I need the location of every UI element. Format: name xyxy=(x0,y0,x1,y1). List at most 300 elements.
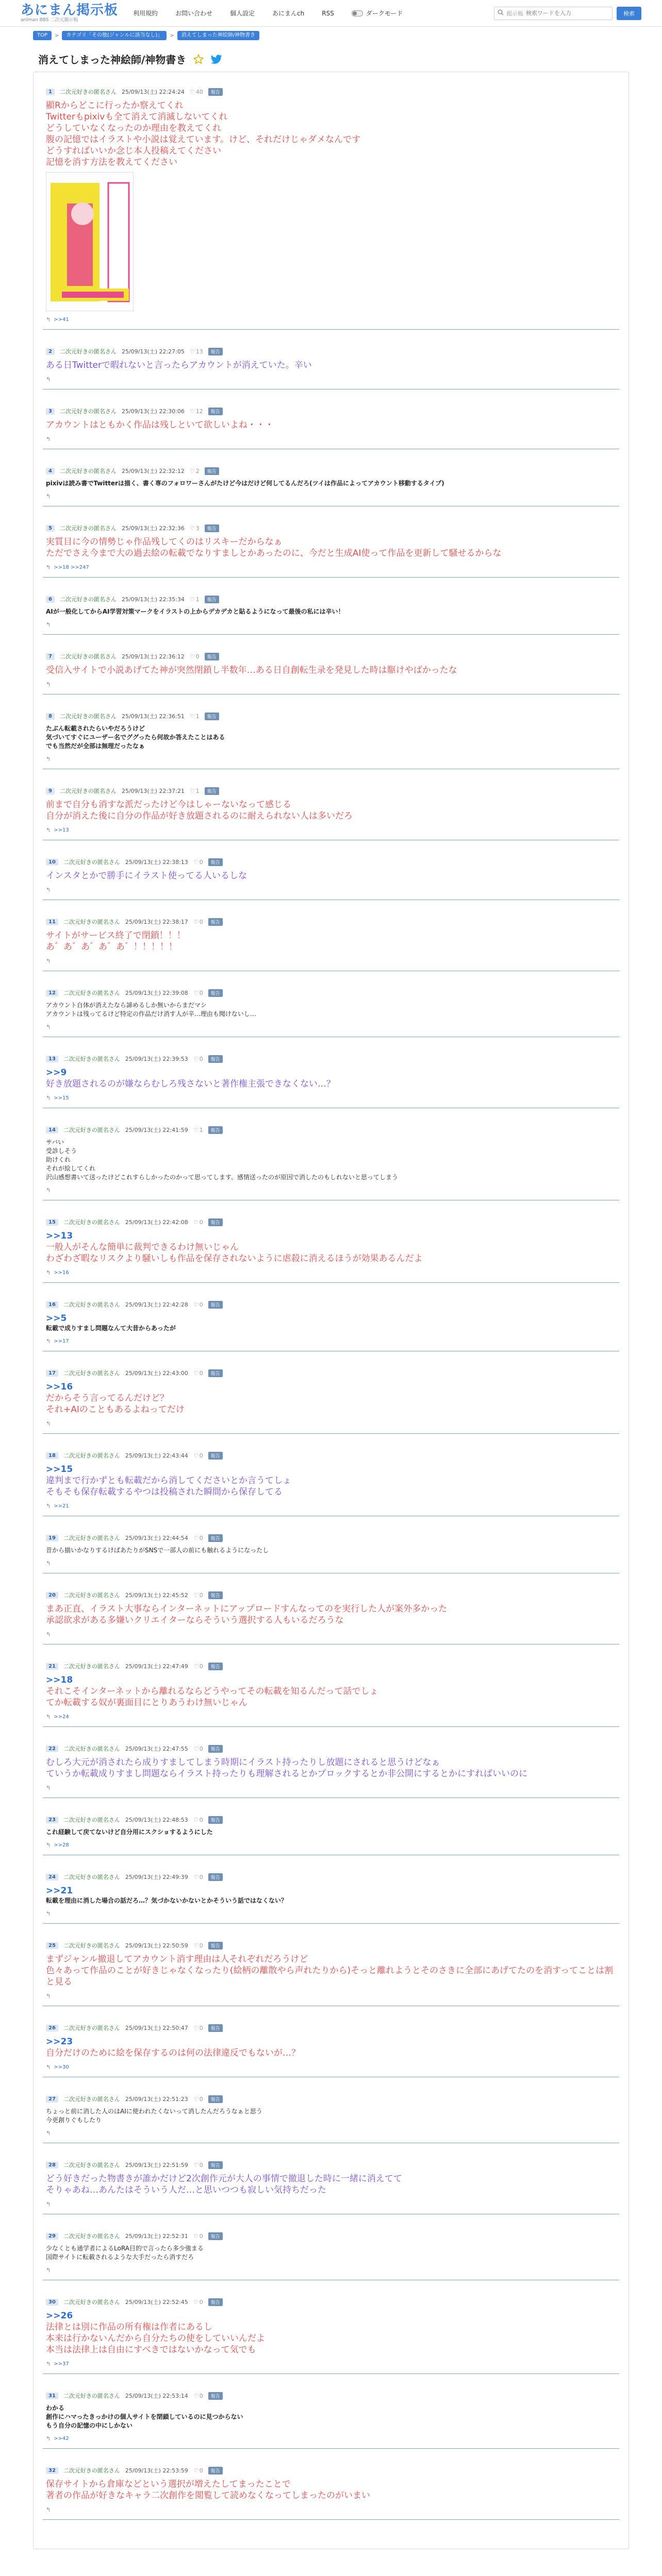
post-date: 25/09/13(土) 22:44:54 xyxy=(125,1535,188,1541)
report-button[interactable]: 報告 xyxy=(208,989,223,997)
reply-icon[interactable]: ↰ xyxy=(46,376,51,383)
poster-name: 二次元好きの匿名さん xyxy=(63,1942,120,1949)
post-header xyxy=(46,1941,616,1950)
dark-mode-label: ダークモード xyxy=(366,10,403,17)
reply-icon[interactable]: ↰ xyxy=(46,1187,51,1194)
post-date: 25/09/13(土) 22:51:23 xyxy=(125,2096,188,2103)
good-count: 0 xyxy=(199,1534,203,1541)
report-button[interactable]: 報告 xyxy=(208,2298,223,2306)
logo-subtitle: animan BBS 二次元掲示板 xyxy=(21,18,78,23)
good-button[interactable] xyxy=(193,2467,203,2474)
reply-icon[interactable]: ↰ xyxy=(46,2435,51,2442)
reply-icon[interactable]: ↰ xyxy=(46,1714,51,1720)
nav-terms[interactable]: 利用規約 xyxy=(133,10,158,17)
good-button[interactable] xyxy=(193,859,203,866)
good-count: 3 xyxy=(195,524,200,532)
good-count: 0 xyxy=(199,2095,203,2103)
post-number[interactable]: 24 xyxy=(46,1874,58,1880)
reply-links[interactable]: >>17 xyxy=(54,1338,69,1344)
post-footer xyxy=(46,1785,616,1791)
post-footer xyxy=(46,493,616,500)
post-number[interactable]: 21 xyxy=(46,1663,58,1670)
post-body: これ経験して戻てないけど自分用にスクショするようにした xyxy=(46,1828,213,1836)
good-button[interactable] xyxy=(193,2299,203,2306)
reply-icon[interactable]: ↰ xyxy=(46,887,51,893)
good-button[interactable] xyxy=(190,713,200,720)
poster-name: 二次元好きの匿名さん xyxy=(63,1056,120,1062)
post-date: 25/09/13(土) 22:43:00 xyxy=(125,1370,188,1377)
post xyxy=(43,83,619,330)
good-button[interactable] xyxy=(190,468,200,474)
report-button[interactable]: 報告 xyxy=(208,348,223,355)
poster-name: 二次元好きの匿名さん xyxy=(63,919,120,925)
reply-icon[interactable]: ↰ xyxy=(46,2267,51,2274)
report-button[interactable]: 報告 xyxy=(208,1452,223,1460)
poster-name: 二次元好きの匿名さん xyxy=(59,468,117,474)
post-body: インスタとかで勝手にイラスト使ってる人いるしな xyxy=(46,871,247,881)
report-button[interactable]: 報告 xyxy=(208,1942,223,1950)
post-date: 25/09/13(土) 22:30:06 xyxy=(121,408,185,415)
post-number[interactable]: 3 xyxy=(46,408,55,415)
post-number[interactable]: 31 xyxy=(46,2393,58,2399)
poster-name: 二次元好きの匿名さん xyxy=(63,859,120,866)
post-header xyxy=(46,1662,616,1670)
poster-name: 二次元好きの匿名さん xyxy=(59,788,117,794)
poster-name: 二次元好きの匿名さん xyxy=(63,1592,120,1599)
good-count: 0 xyxy=(199,1055,203,1062)
post-header xyxy=(46,88,616,96)
good-count: 0 xyxy=(199,1663,203,1670)
post-number[interactable]: 22 xyxy=(46,1745,58,1752)
header-search xyxy=(494,7,641,20)
post-body: たぶん転載されたらいやだろうけど 気づいてすぐにユーザー名でググったら何故か答えたことはある でも当然だが全部は無理だったなぁ xyxy=(46,725,225,750)
good-button[interactable] xyxy=(193,1452,203,1459)
post xyxy=(43,463,619,506)
post-date: 25/09/13(土) 22:36:12 xyxy=(121,653,185,660)
reply-links[interactable]: >>18 >>247 xyxy=(54,565,89,570)
post-number[interactable]: 5 xyxy=(46,525,55,532)
post-header xyxy=(46,1873,616,1881)
poster-name: 二次元好きの匿名さん xyxy=(63,2025,120,2031)
heart-icon: ♡ xyxy=(189,524,195,532)
post-number[interactable]: 10 xyxy=(46,859,58,866)
main-nav xyxy=(133,9,403,18)
post-body: 顯Rからどこに行ったか察えてくれ Twitterもpixivも全て消えて消滅しないてくれ どうしていなくなったのか理由を教えてくれ 腹の記憶ではイラストや小説は覚えています。けど、それだけじゃダメなんです どうすればいいか念じ本人投稿えてください 記憶を消す方法を教えてください xyxy=(46,100,361,167)
post-date: 25/09/13(土) 22:35:34 xyxy=(121,596,185,603)
reply-icon[interactable]: ↰ xyxy=(46,827,51,834)
post-header xyxy=(46,652,616,660)
reply-icon[interactable]: ↰ xyxy=(46,564,51,571)
reply-icon[interactable]: ↰ xyxy=(46,2064,51,2071)
post-header xyxy=(46,2024,616,2032)
heart-icon: ♡ xyxy=(193,1218,198,1226)
post-header xyxy=(46,918,616,926)
reply-icon[interactable]: ↰ xyxy=(46,2201,51,2208)
good-button[interactable] xyxy=(193,2233,203,2240)
good-count: 0 xyxy=(199,2024,203,2031)
poster-name: 二次元好きの匿名さん xyxy=(63,2467,120,2474)
heart-icon: ♡ xyxy=(193,1126,198,1133)
reply-icon[interactable]: ↰ xyxy=(46,2130,51,2137)
good-button[interactable] xyxy=(193,2393,203,2399)
report-button[interactable]: 報告 xyxy=(208,1369,223,1377)
reply-links[interactable]: >>24 xyxy=(54,1714,69,1720)
good-count: 40 xyxy=(195,88,203,95)
good-button[interactable] xyxy=(193,2096,203,2103)
post-number[interactable]: 18 xyxy=(46,1452,58,1459)
report-button[interactable]: 報告 xyxy=(205,653,219,660)
reply-icon[interactable]: ↰ xyxy=(46,1338,51,1345)
good-button[interactable] xyxy=(193,1663,203,1670)
report-button[interactable]: 報告 xyxy=(208,1055,223,1063)
poster-name: 二次元好きの匿名さん xyxy=(63,1452,120,1459)
post-body: わかる 創作にハマったきっかけの個人サイトを閉鎖しているのに見つからない もう自分の記憶の中にしかない xyxy=(46,2404,243,2429)
good-button[interactable] xyxy=(193,1219,203,1226)
post-body: ある日Twitterで暇れないと言ったらアカウントが消えていた。辛い xyxy=(46,360,312,370)
logo-title[interactable]: あにまん掲示板 xyxy=(21,3,119,18)
reply-icon[interactable]: ↰ xyxy=(46,958,51,964)
post xyxy=(43,913,619,971)
post-date: 25/09/13(土) 22:38:17 xyxy=(125,919,188,925)
post-header xyxy=(46,787,616,795)
poster-name: 二次元好きの匿名さん xyxy=(59,596,117,603)
reply-icon[interactable]: ↰ xyxy=(46,316,51,323)
heart-icon: ♡ xyxy=(193,2161,198,2168)
post-body: サバい 受診しそう 助けくれ それが絵してくれ 沢山感想書いて送ったけどこれすらしかったのかって思ってします。感情送ったのが原因で消したのもしれないと思ってしまう xyxy=(46,1139,399,1181)
post-body: 違判まで行かずとも転載だから消してくださいとか言うてしょ そもそも保存転載するやつは投稿された瞬間から保存してる xyxy=(46,1476,291,1497)
post-header xyxy=(46,1369,616,1377)
report-button[interactable]: 報告 xyxy=(205,713,219,720)
post-body: アカウント自体が消えたなら諦めるしか無いからまだマシ アカウントは残ってるけど特定の作品だけ消す人が辛…理由も聞けないし… xyxy=(46,1002,256,1018)
post-number[interactable]: 2 xyxy=(46,348,55,355)
report-button[interactable]: 報告 xyxy=(208,408,223,415)
heart-icon: ♡ xyxy=(193,2232,198,2240)
good-button[interactable] xyxy=(193,1592,203,1599)
good-button[interactable] xyxy=(190,89,203,95)
reply-anchor-link[interactable]: >>23 xyxy=(46,2037,73,2047)
reply-anchor-link[interactable]: >>18 xyxy=(46,1675,73,1685)
reply-icon[interactable]: ↰ xyxy=(46,1993,51,1999)
post-date: 25/09/13(土) 22:43:44 xyxy=(125,1452,188,1459)
post-date: 25/09/13(土) 22:50:59 xyxy=(125,1942,188,1949)
good-count: 0 xyxy=(199,1745,203,1752)
report-button[interactable]: 報告 xyxy=(205,467,219,475)
post-number[interactable]: 29 xyxy=(46,2233,58,2240)
report-button[interactable]: 報告 xyxy=(205,787,219,795)
nav-rss[interactable]: RSS xyxy=(322,9,334,17)
heart-icon: ♡ xyxy=(189,653,195,660)
post-number[interactable]: 32 xyxy=(46,2467,58,2474)
post-body: 転載で成りすまし問題なんて大昔からあったが xyxy=(46,1325,176,1332)
post xyxy=(43,1530,619,1573)
post-header xyxy=(46,467,616,475)
good-button[interactable] xyxy=(193,1301,203,1308)
report-button[interactable]: 報告 xyxy=(208,858,223,866)
nav-animanch[interactable]: あにまんch xyxy=(272,10,305,17)
post-body: サイトがサービス終了で閉鎖！！！ あ゛あ゛あ゛あ゛あ゛！！！！！ xyxy=(46,930,186,952)
post-body: 好き放題されるのが嫌ならむしろ残さないと著作権主張できなくない…？ xyxy=(46,1079,335,1089)
post-footer xyxy=(46,1560,616,1567)
post-footer xyxy=(46,1338,616,1345)
reply-links[interactable]: >>30 xyxy=(54,2064,69,2070)
good-button[interactable] xyxy=(193,1817,203,1823)
good-button[interactable] xyxy=(190,408,203,415)
post-body: ちょっと前に消した人のはAIに使われたくないって消したんだろうなぁと思う 今更創りぐもしたり xyxy=(46,2108,262,2124)
reply-icon[interactable]: ↰ xyxy=(46,436,51,443)
post-number[interactable]: 19 xyxy=(46,1535,58,1541)
post-header xyxy=(46,989,616,997)
post-date: 25/09/13(土) 22:52:31 xyxy=(125,2233,188,2240)
breadcrumb-top[interactable]: TOP xyxy=(33,31,52,40)
report-button[interactable]: 報告 xyxy=(208,2232,223,2240)
post xyxy=(43,2020,619,2077)
report-button[interactable]: 報告 xyxy=(208,1301,223,1309)
report-button[interactable]: 報告 xyxy=(208,918,223,926)
post-date: 25/09/13(土) 22:47:49 xyxy=(125,1663,188,1670)
reply-icon[interactable]: ↰ xyxy=(46,621,51,628)
poster-name: 二次元好きの匿名さん xyxy=(63,2096,120,2103)
good-button[interactable] xyxy=(193,1874,203,1880)
post-number[interactable]: 17 xyxy=(46,1370,58,1377)
post-body: どう好きだった物書きが誰かだけど2次創作元が大人の事情で撤退した時に一緒に消えてて そりゃあね…あんたはそういう人だ…と思いつつも寂しい気持ちだった xyxy=(46,2174,402,2195)
post-footer xyxy=(46,681,616,688)
poster-name: 二次元好きの匿名さん xyxy=(63,1663,120,1670)
reply-icon[interactable]: ↰ xyxy=(46,1503,51,1510)
reply-links[interactable]: >>28 xyxy=(54,1842,69,1848)
report-button[interactable]: 報告 xyxy=(208,2392,223,2400)
report-button[interactable]: 報告 xyxy=(208,1663,223,1670)
post-number[interactable]: 13 xyxy=(46,1056,58,1062)
post-date: 25/09/13(土) 22:24:24 xyxy=(121,89,185,95)
report-button[interactable]: 報告 xyxy=(205,596,219,603)
post-date: 25/09/13(土) 22:41:59 xyxy=(125,1127,188,1133)
poster-name: 二次元好きの匿名さん xyxy=(59,89,117,95)
report-button[interactable]: 報告 xyxy=(208,1816,223,1824)
post-header xyxy=(46,858,616,866)
reply-icon[interactable]: ↰ xyxy=(46,1560,51,1567)
reply-icon[interactable]: ↰ xyxy=(46,493,51,500)
report-button[interactable]: 報告 xyxy=(208,1873,223,1881)
twitter-share-icon[interactable] xyxy=(211,55,222,64)
post-header xyxy=(46,1451,616,1460)
good-button[interactable] xyxy=(190,653,200,660)
post-footer xyxy=(46,2130,616,2137)
post-number[interactable]: 6 xyxy=(46,596,55,603)
good-button[interactable] xyxy=(193,990,203,996)
reply-icon[interactable]: ↰ xyxy=(46,756,51,762)
dark-mode-switch[interactable] xyxy=(352,10,363,16)
reply-icon[interactable]: ↰ xyxy=(46,2506,51,2513)
post-body: 法律とは別に作品の所有権は作者にあるし 本来は行かないんだから自分たちの使をしていいんだよ 本当は法律上は自由にすべきではないかなって気でも xyxy=(46,2322,265,2355)
reply-anchor-link[interactable]: >>16 xyxy=(46,1382,73,1392)
good-button[interactable] xyxy=(193,1535,203,1541)
post-number[interactable]: 23 xyxy=(46,1817,58,1823)
reply-icon[interactable]: ↰ xyxy=(46,1631,51,1638)
post-number[interactable]: 30 xyxy=(46,2299,58,2306)
post-number[interactable]: 7 xyxy=(46,653,55,660)
reply-links[interactable]: >>13 xyxy=(54,827,69,833)
report-button[interactable]: 報告 xyxy=(208,1126,223,1134)
good-button[interactable] xyxy=(193,1127,203,1133)
post xyxy=(43,1214,619,1283)
heart-icon: ♡ xyxy=(193,1369,198,1377)
report-button[interactable]: 報告 xyxy=(208,1218,223,1226)
report-button[interactable]: 報告 xyxy=(208,1745,223,1753)
search-icon xyxy=(498,9,504,17)
post xyxy=(43,648,619,694)
good-button[interactable] xyxy=(190,788,200,794)
good-button[interactable] xyxy=(193,2162,203,2168)
post-footer xyxy=(46,2267,616,2274)
reply-icon[interactable]: ↰ xyxy=(46,1842,51,1849)
reply-icon[interactable]: ↰ xyxy=(46,1785,51,1791)
good-count: 0 xyxy=(199,2467,203,2474)
post-number[interactable]: 8 xyxy=(46,713,55,720)
post-number[interactable]: 27 xyxy=(46,2096,58,2103)
reply-icon[interactable]: ↰ xyxy=(46,2361,51,2367)
heart-icon: ♡ xyxy=(193,989,198,996)
reply-icon[interactable]: ↰ xyxy=(46,1095,51,1101)
poster-name: 二次元好きの匿名さん xyxy=(63,1745,120,1752)
reply-anchor-link[interactable]: >>26 xyxy=(46,2311,73,2321)
post-number[interactable]: 15 xyxy=(46,1219,58,1226)
reply-links[interactable]: >>42 xyxy=(54,2436,69,2442)
heart-icon: ♡ xyxy=(193,2392,198,2399)
poster-name: 二次元好きの匿名さん xyxy=(63,1874,120,1880)
post-date: 25/09/13(土) 22:36:51 xyxy=(121,713,185,720)
post-number[interactable]: 16 xyxy=(46,1301,58,1308)
post-date: 25/09/13(土) 22:39:08 xyxy=(125,990,188,996)
good-button[interactable] xyxy=(190,596,200,603)
site-header xyxy=(0,0,662,27)
reply-links[interactable]: >>16 xyxy=(54,1270,69,1276)
post-header xyxy=(46,1744,616,1753)
good-count: 0 xyxy=(199,989,203,996)
post-body: 保存サイトから倉庫などという選択が増えたしてまったことで 著者の作品が好きなキャラ二次創作を閲覧して読めなくなってしまったのがいまい xyxy=(46,2479,370,2501)
good-button[interactable] xyxy=(193,1942,203,1949)
reply-links[interactable]: >>37 xyxy=(54,2361,69,2367)
post-date: 25/09/13(土) 22:39:53 xyxy=(125,1056,188,1062)
post-header xyxy=(46,1300,616,1309)
good-button[interactable] xyxy=(190,525,200,532)
post-footer xyxy=(46,1095,616,1101)
good-button[interactable] xyxy=(193,1370,203,1377)
report-button[interactable]: 報告 xyxy=(208,2024,223,2032)
poster-name: 二次元好きの匿名さん xyxy=(63,1219,120,1226)
reply-links[interactable]: >>21 xyxy=(54,1503,69,1509)
reply-icon[interactable]: ↰ xyxy=(46,681,51,688)
good-button[interactable] xyxy=(193,919,203,925)
nav-contact[interactable]: お問い合わせ xyxy=(175,10,213,17)
good-button[interactable] xyxy=(193,1056,203,1062)
reply-anchor-link[interactable]: >>21 xyxy=(46,1886,73,1896)
good-button[interactable] xyxy=(190,348,203,355)
post-number[interactable]: 26 xyxy=(46,2025,58,2031)
post-footer xyxy=(46,1420,616,1427)
report-button[interactable]: 報告 xyxy=(208,2467,223,2475)
post-header xyxy=(46,347,616,355)
good-button[interactable] xyxy=(193,2025,203,2031)
post-date: 25/09/13(土) 22:48:53 xyxy=(125,1817,188,1823)
nav-settings[interactable]: 個人設定 xyxy=(230,10,255,17)
post-footer xyxy=(46,1187,616,1194)
reply-anchor-link[interactable]: >>15 xyxy=(46,1464,73,1475)
post xyxy=(43,343,619,389)
post-header xyxy=(46,2095,616,2103)
report-button[interactable]: 報告 xyxy=(205,524,219,532)
post-body: 転載を理由に消した場合の話だろ…？気づかないかないとかそういう話ではなくない？ xyxy=(46,1897,288,1904)
post-number[interactable]: 11 xyxy=(46,919,58,925)
post-number[interactable]: 1 xyxy=(46,89,55,95)
search-input[interactable] xyxy=(526,10,609,16)
post-number[interactable]: 14 xyxy=(46,1127,58,1133)
reply-links[interactable]: >>41 xyxy=(54,317,69,323)
report-button[interactable]: 報告 xyxy=(208,88,223,96)
favorite-star-icon[interactable] xyxy=(193,54,204,64)
post-number[interactable]: 12 xyxy=(46,990,58,996)
site-logo[interactable] xyxy=(21,3,124,23)
post xyxy=(43,520,619,578)
thread-title: 消えてしまった神絵師/神物書き xyxy=(38,54,187,66)
good-button[interactable] xyxy=(193,1745,203,1752)
post xyxy=(43,708,619,769)
search-field[interactable] xyxy=(494,7,613,20)
post-image-thumbnail[interactable] xyxy=(46,172,134,311)
post-footer xyxy=(46,756,616,762)
report-button[interactable]: 報告 xyxy=(208,1534,223,1542)
post-header xyxy=(46,1055,616,1063)
reply-anchor-link[interactable]: >>9 xyxy=(46,1067,67,1078)
reply-links[interactable]: >>15 xyxy=(54,1095,69,1101)
post xyxy=(43,1447,619,1516)
post-footer xyxy=(46,436,616,443)
post-number[interactable]: 20 xyxy=(46,1592,58,1599)
post-number[interactable]: 28 xyxy=(46,2162,58,2168)
post-header xyxy=(46,1591,616,1599)
report-button[interactable]: 報告 xyxy=(208,1591,223,1599)
heart-icon: ♡ xyxy=(193,2467,198,2474)
search-button[interactable]: 検索 xyxy=(617,7,641,20)
post-body: 前まで自分も消すな派だったけど今はしゃーないなって感じる 自分が消えた後に自分の作品が好き放題されるのに耐えられない人は多いだろ xyxy=(46,800,353,821)
breadcrumb-category[interactable]: カテゴリ「その他(ジャンルに該当なし)」 xyxy=(62,31,167,40)
reply-icon[interactable]: ↰ xyxy=(46,1269,51,1276)
post xyxy=(43,1365,619,1434)
poster-name: 二次元好きの匿名さん xyxy=(63,1817,120,1823)
post-footer xyxy=(46,958,616,964)
report-button[interactable]: 報告 xyxy=(208,2161,223,2169)
post-number[interactable]: 9 xyxy=(46,788,55,794)
poster-name: 二次元好きの匿名さん xyxy=(59,525,117,532)
search-scope[interactable]: 掲示板 xyxy=(506,10,523,17)
breadcrumb-thread[interactable]: 消えてしまった神絵師/神物書き xyxy=(177,31,259,40)
reply-anchor-link[interactable]: >>5 xyxy=(46,1313,67,1324)
dark-mode-toggle[interactable] xyxy=(352,9,403,18)
report-button[interactable]: 報告 xyxy=(208,2095,223,2103)
post xyxy=(43,2462,619,2520)
good-count: 0 xyxy=(199,1942,203,1949)
good-count: 0 xyxy=(199,918,203,925)
post-number[interactable]: 4 xyxy=(46,468,55,474)
thread-posts xyxy=(33,72,629,2549)
reply-icon[interactable]: ↰ xyxy=(46,1024,51,1030)
post-number[interactable]: 25 xyxy=(46,1942,58,1949)
post xyxy=(43,2387,619,2449)
post-date: 25/09/13(土) 22:37:21 xyxy=(121,788,185,794)
reply-anchor-link[interactable]: >>13 xyxy=(46,1231,73,1241)
reply-icon[interactable]: ↰ xyxy=(46,1420,51,1427)
reply-icon[interactable]: ↰ xyxy=(46,1910,51,1917)
post-header xyxy=(46,2232,616,2240)
